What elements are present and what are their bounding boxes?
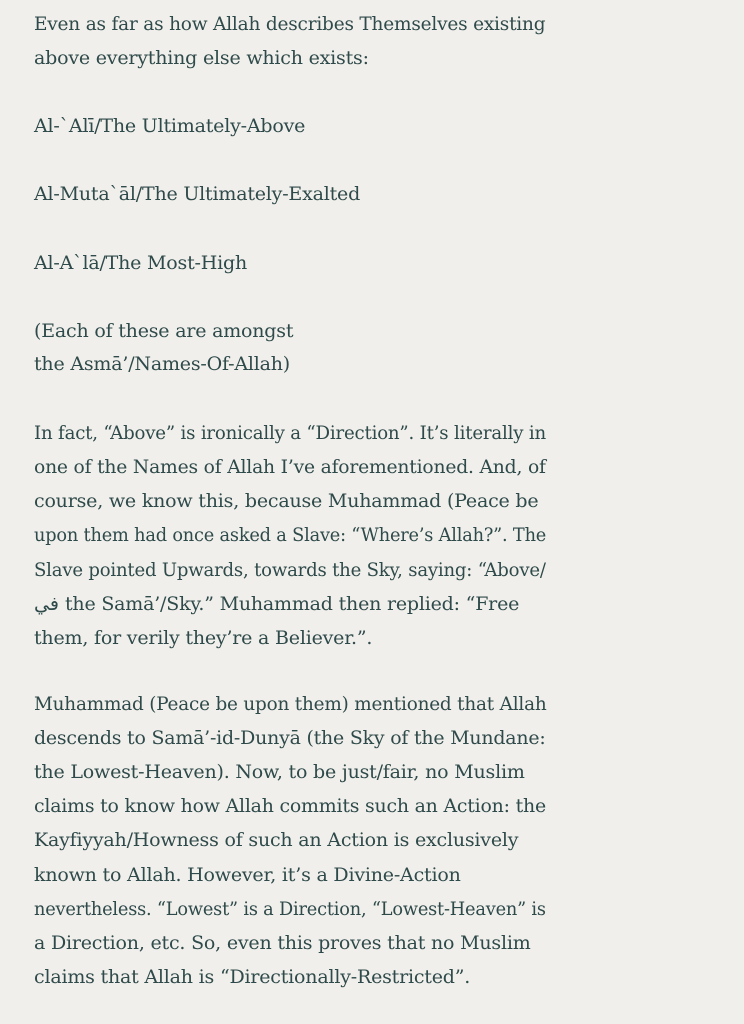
text-line: the Lowest-Heaven). Now, to be just/fair, no Muslim <box>34 761 525 783</box>
name-al-mutaal: Al-Muta`āl/The Ultimately-Exalted <box>34 183 361 205</box>
text-line: claims to know how Allah commits such an Action: the <box>34 795 546 817</box>
text-line: descends to Samā’-id-Dunyā (the Sky of the Mundane: <box>34 727 546 749</box>
text-line: course, we know this, because Muhammad (Peace be <box>34 490 539 512</box>
text-line: them, for verily they’re a Believer.”. <box>34 627 373 649</box>
text-line: Kayfiyyah/Howness of such an Action is exclusively <box>34 829 519 851</box>
text-line-with-arabic <box>34 592 519 616</box>
text-line: above everything else which exists: <box>34 47 369 69</box>
text-line: Muhammad (Peace be upon them) mentioned that Allah <box>34 693 547 715</box>
name-al-ali: Al-`Alī/The Ultimately-Above <box>34 115 306 137</box>
text-line: Slave pointed Upwards, towards the Sky, saying: “Above/ <box>34 559 546 581</box>
text-line: the Asmā’/Names-Of-Allah) <box>34 353 290 375</box>
text-line: claims that Allah is “Directionally-Restricted”. <box>34 966 471 988</box>
text-line: nevertheless. “Lowest” is a Direction, “Lowest-Heaven” is <box>34 898 546 920</box>
text-line: (Each of these are amongst <box>34 320 294 342</box>
text-line: In fact, “Above” is ironically a “Direction”. It’s literally in <box>34 422 546 444</box>
name-al-ala: Al-A`lā/The Most-High <box>34 252 247 274</box>
text-line: a Direction, etc. So, even this proves that no Muslim <box>34 932 531 954</box>
text-line: one of the Names of Allah I’ve aforementioned. And, of <box>34 456 546 478</box>
text-line: upon them had once asked a Slave: “Where’s Allah?”. The <box>34 524 547 546</box>
text-span: the Samā’/Sky.” Muhammad then replied: “Free <box>64 593 520 615</box>
arabic-word: في <box>34 593 59 615</box>
text-line: known to Allah. However, it’s a Divine-Action <box>34 864 461 886</box>
text-line: Even as far as how Allah describes Themselves existing <box>34 13 546 35</box>
